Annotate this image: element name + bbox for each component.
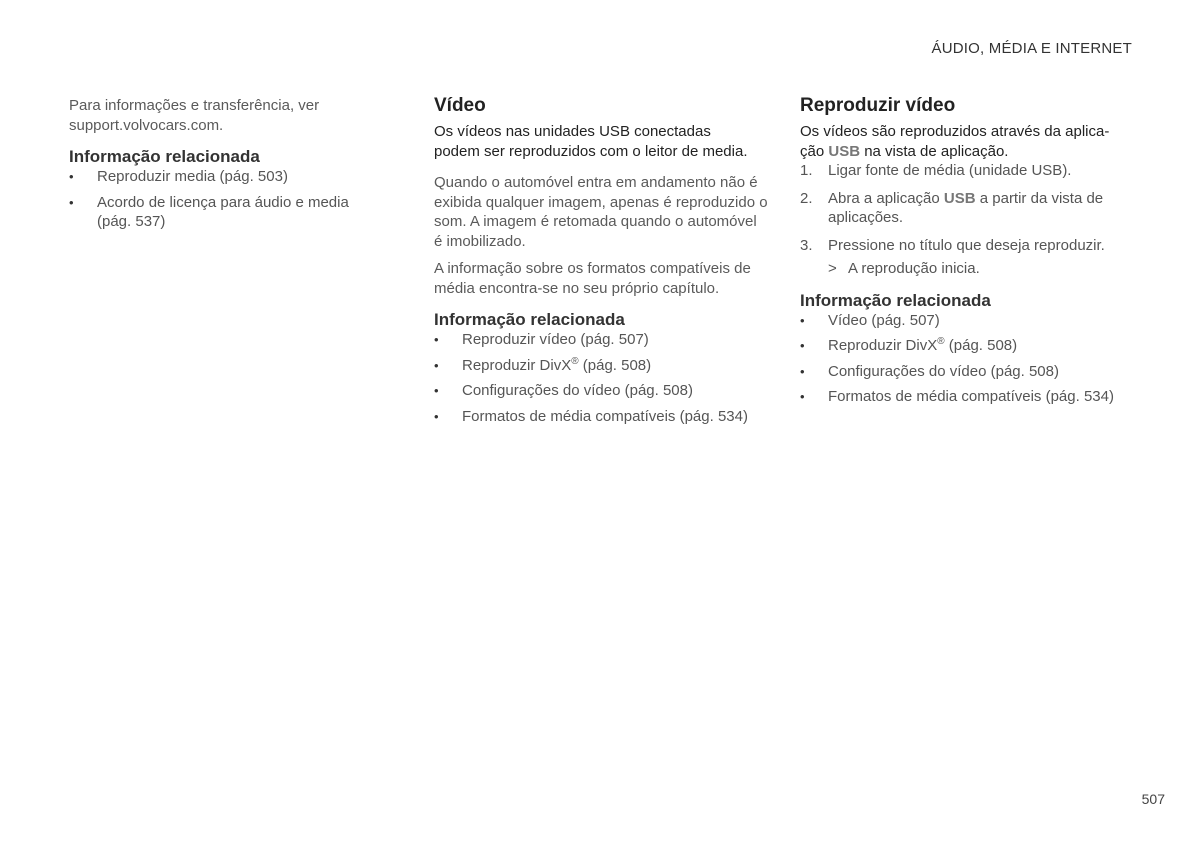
intro-paragraph [69,96,404,135]
bullet-icon: • [434,408,439,424]
related-heading: Informação relacionada [69,147,260,166]
bullet-icon: • [800,312,805,328]
bullet-icon: • [69,194,74,210]
body-line: Quando o automóvel entra em andamento não é [434,174,758,191]
related-link[interactable] [800,336,1135,356]
body-line: som. A imagem é retomada quando o automóvel [434,213,757,230]
related-heading: Informação relacionada [434,310,625,329]
lead-line: Os vídeos são reproduzidos através da aplica- [800,123,1110,140]
body-line: exibida qualquer imagem, apenas é reproduzido o [434,193,768,211]
column-left [69,94,404,238]
related-link-text: Reproduzir vídeo (pág. 507) [462,331,649,348]
result-arrow-icon: > [828,260,837,277]
intro-line: Para informações e transferência, ver [69,97,320,114]
related-link[interactable] [800,387,1135,407]
related-link-text: Reproduzir DivX [828,337,938,354]
body-line: média encontra-se no seu próprio capítulo. [434,279,720,297]
lead-line: ção [800,142,829,160]
bullet-icon: • [434,332,439,347]
step-number: 2. [800,189,813,207]
related-link-text: Formatos de média compatíveis (pág. 534) [828,388,1114,405]
body-paragraph [434,259,769,298]
step-result [800,259,1135,279]
related-link[interactable] [434,381,769,401]
related-link[interactable] [434,407,769,427]
step-text: a partir da vista de [975,189,1104,207]
section-title-video: Vídeo [434,95,486,116]
usb-app-name: USB [828,142,861,160]
step-number: 1. [800,162,813,179]
related-link-text: (pág. 508) [578,356,652,374]
related-list [69,167,404,232]
step-text: Pressione no título que deseja reproduzir. [828,236,1105,254]
lead-line: Os vídeos nas unidades USB conectadas [434,123,711,140]
page-number: 507 [1141,791,1165,807]
step-text: Abra a aplicação [828,189,944,207]
support-link[interactable]: support.volvocars.com. [69,116,224,134]
step-item [800,189,1135,228]
usb-app-name: USB [943,189,976,207]
related-link[interactable] [69,193,404,232]
bullet-icon: • [434,383,439,398]
step-text: Ligar fonte de média (unidade USB). [828,162,1072,179]
body-line: A informação sobre os formatos compatíveis de [434,260,751,277]
step-item [800,236,1135,256]
related-link[interactable] [800,311,1135,331]
result-text: A reprodução inicia. [848,260,980,277]
bullet-icon: • [800,338,805,353]
related-link-text: (pág. 508) [944,337,1018,354]
related-link-text: Reproduzir media (pág. 503) [97,168,288,185]
steps-list [800,161,1135,255]
step-number: 3. [800,236,813,254]
body-paragraph [434,173,769,251]
related-link[interactable] [69,167,404,187]
bullet-icon: • [434,357,439,373]
related-list [800,311,1135,407]
bullet-icon: • [69,169,74,184]
related-link[interactable] [434,330,769,350]
step-text: aplicações. [828,209,904,226]
column-middle [434,94,769,432]
bullet-icon: • [800,389,805,404]
related-link-text: Configurações do vídeo (pág. 508) [828,362,1059,380]
related-link-text: Vídeo (pág. 507) [828,311,940,329]
step-item [800,161,1135,181]
related-heading: Informação relacionada [800,290,991,310]
related-list [434,330,769,426]
related-link-text: Reproduzir DivX [462,356,572,374]
related-link-text: Configurações do vídeo (pág. 508) [462,382,693,399]
related-link-text: Formatos de média compatíveis (pág. 534) [462,407,748,425]
related-link-text: Acordo de licença para áudio e media [97,193,349,211]
lead-paragraph [434,122,769,161]
lead-line: podem ser reproduzidos com o leitor de media. [434,142,748,160]
related-link-text: (pág. 537) [97,213,166,230]
body-line: é imobilizado. [434,232,526,250]
bullet-icon: • [800,363,805,379]
registered-mark: ® [571,355,579,367]
related-link[interactable] [800,362,1135,382]
lead-paragraph [800,122,1135,161]
lead-line: na vista de aplicação. [860,142,1009,160]
column-right [800,94,1135,413]
registered-mark: ® [937,336,945,347]
running-header: ÁUDIO, MÉDIA E INTERNET [931,40,1132,57]
related-link[interactable] [434,356,769,376]
section-title-play-video: Reproduzir vídeo [800,95,956,116]
